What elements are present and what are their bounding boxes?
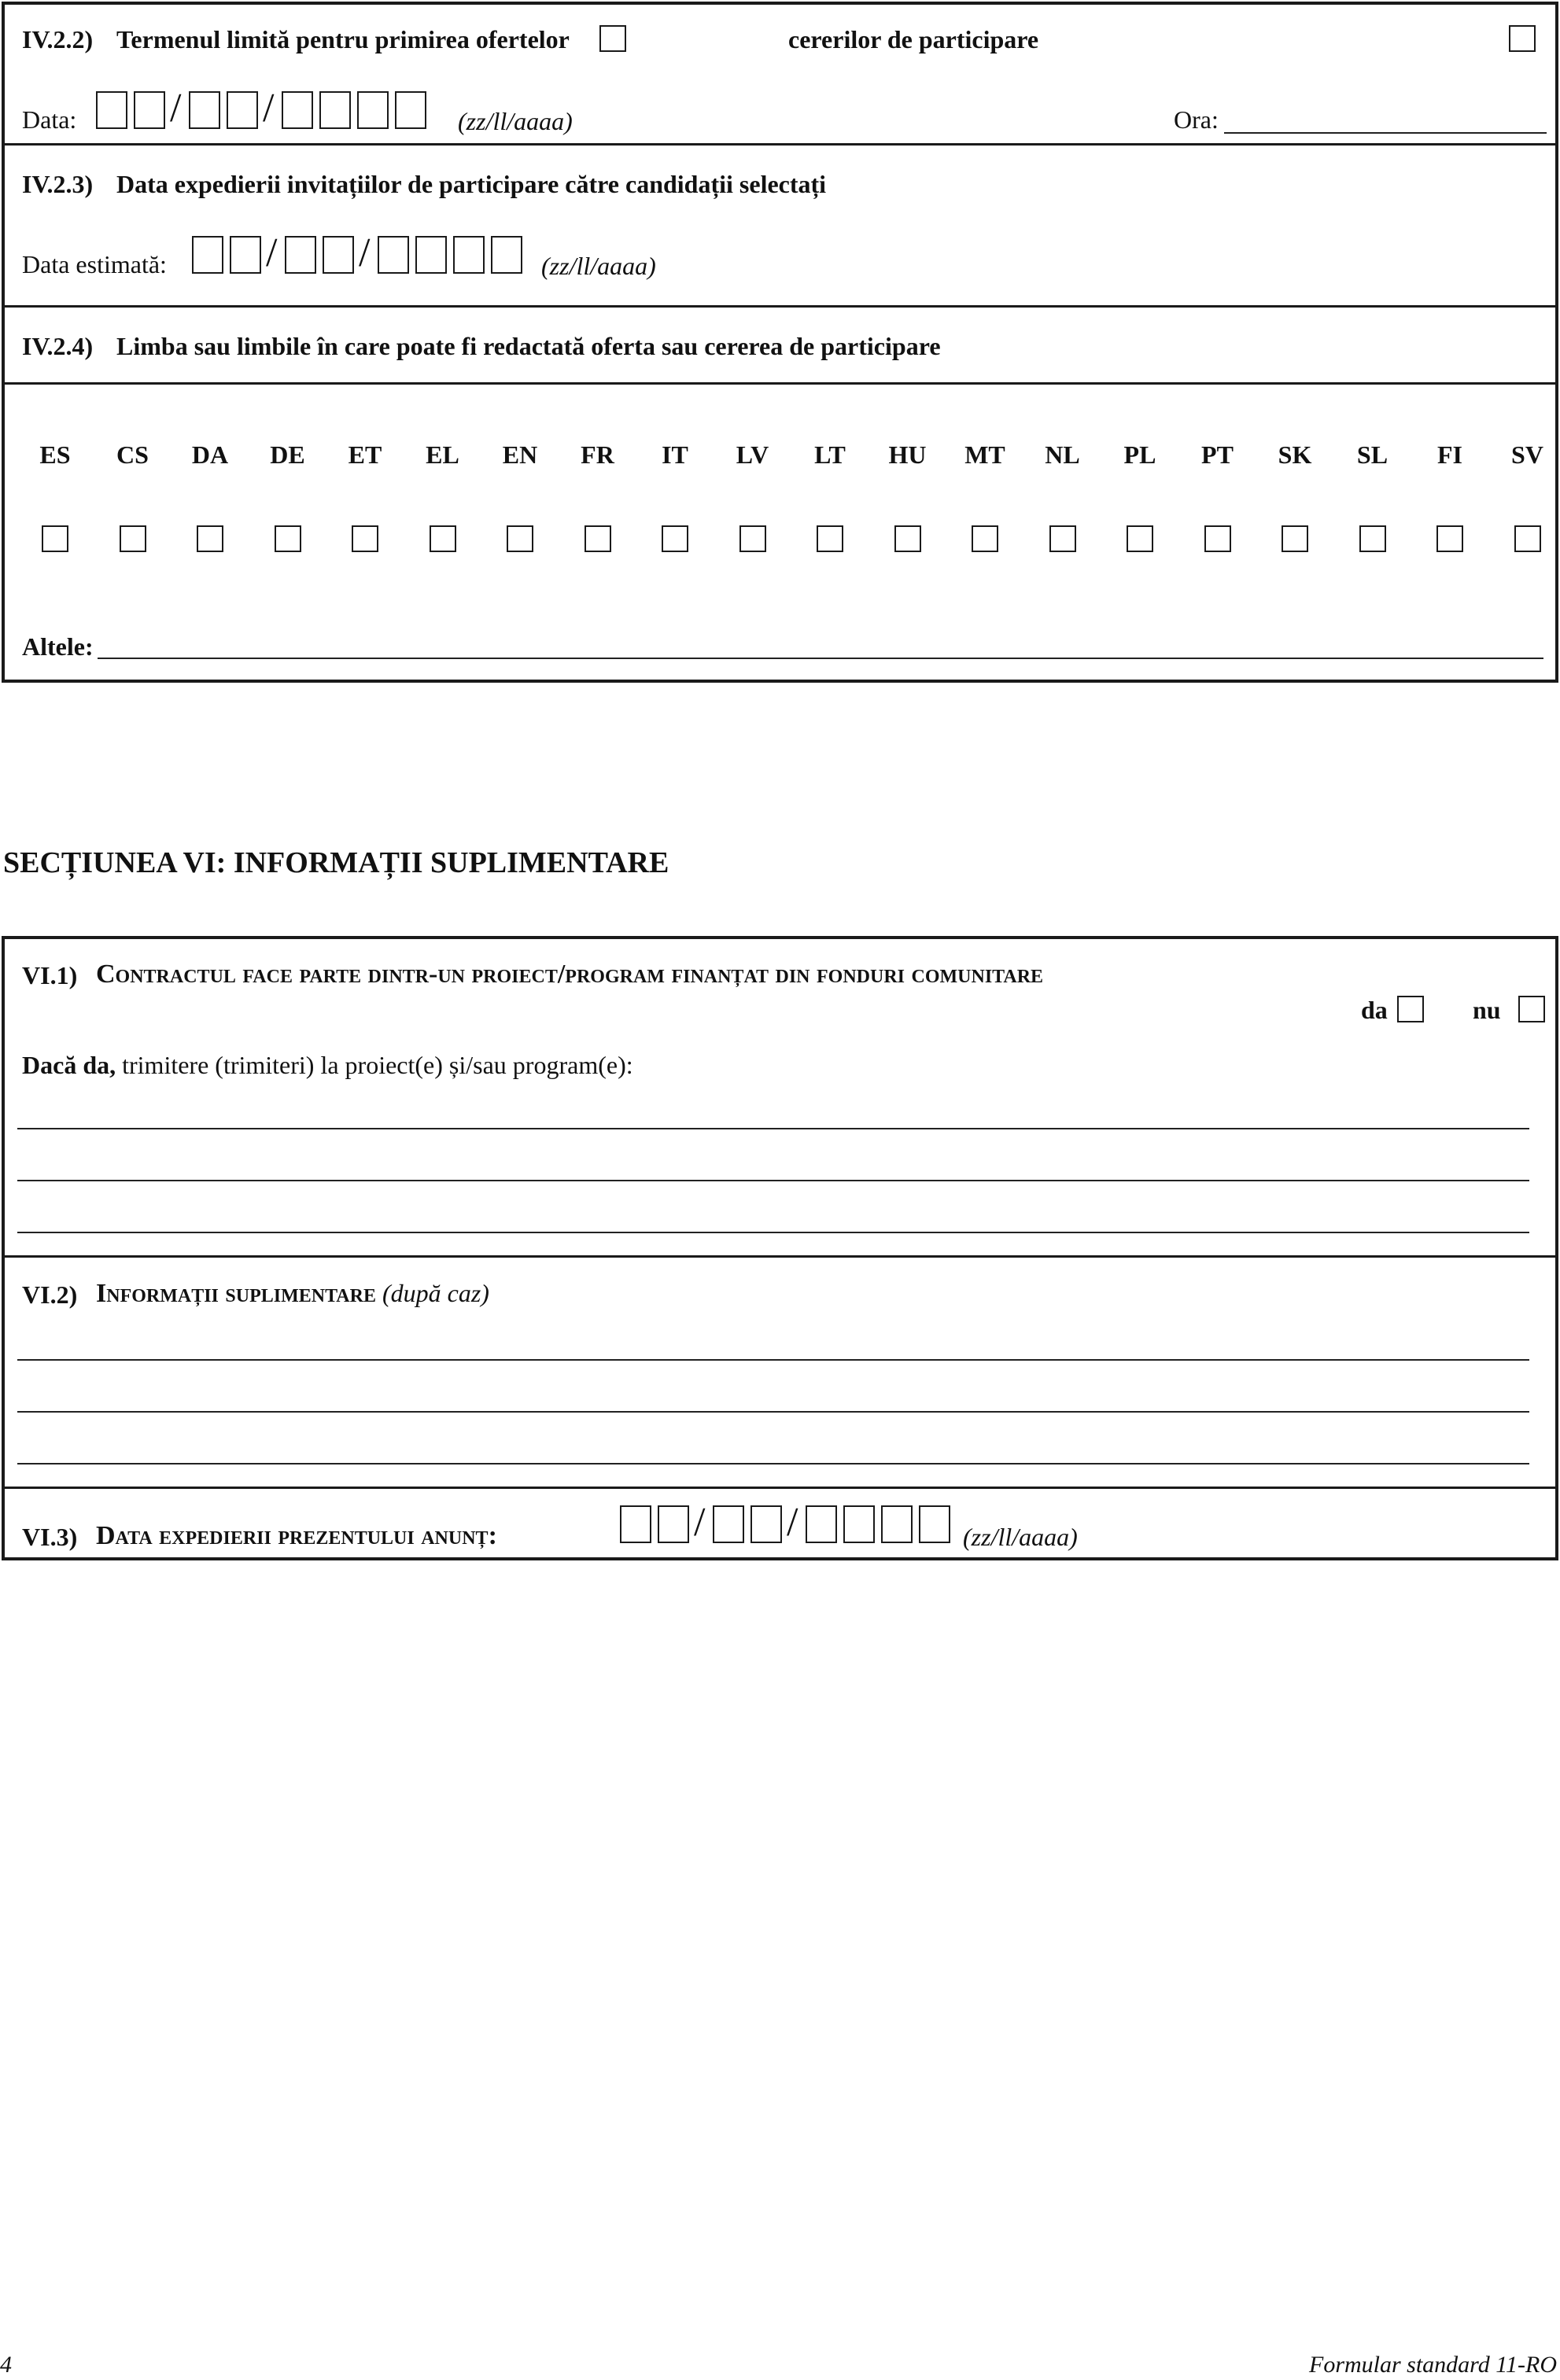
iv22-date-format: (zz/ll/aaaa) (458, 107, 573, 135)
vi1-reference-line-3[interactable] (17, 1232, 1529, 1233)
language-checkbox-lt[interactable] (817, 525, 843, 552)
date-separator: / (787, 1500, 798, 1545)
vi3-month-digit-2[interactable] (750, 1505, 782, 1543)
language-label-hu: HU (888, 440, 927, 469)
vi1-if-yes-text: trimitere (trimiteri) la proiect(e) și/sau program(e): (122, 1051, 633, 1079)
language-label-pt: PT (1201, 440, 1234, 469)
language-checkbox-de[interactable] (275, 525, 301, 552)
vi2-info-line-3[interactable] (17, 1463, 1529, 1464)
iv22-offers-checkbox[interactable] (599, 25, 626, 52)
iv22-year-digit-2[interactable] (319, 91, 351, 129)
iv22-title: Termenul limită pentru primirea ofertelor (116, 25, 570, 53)
divider (2, 143, 1558, 146)
language-label-sk: SK (1278, 440, 1312, 469)
iv22-month-digit-1[interactable] (189, 91, 220, 129)
language-checkbox-lv[interactable] (739, 525, 766, 552)
page-number: 4 (0, 2352, 12, 2378)
iv22-time-field[interactable] (1224, 132, 1547, 134)
divider (2, 1255, 1558, 1258)
vi1-reference-line-1[interactable] (17, 1128, 1529, 1129)
iv23-day-digit-2[interactable] (230, 236, 261, 274)
iv23-year-digit-1[interactable] (378, 236, 409, 274)
language-checkbox-fr[interactable] (585, 525, 611, 552)
language-checkbox-cs[interactable] (120, 525, 146, 552)
iv23-number: IV.2.3) (22, 170, 94, 198)
iv24-number: IV.2.4) (22, 332, 94, 360)
iv22-year-digit-1[interactable] (282, 91, 313, 129)
iv23-year-digit-2[interactable] (415, 236, 447, 274)
language-label-de: DE (270, 440, 305, 469)
section-vi-frame (2, 936, 1558, 1560)
language-checkbox-nl[interactable] (1049, 525, 1076, 552)
iv23-title: Data expedierii invitațiilor de participare către candidații selectați (116, 170, 827, 198)
language-label-nl: NL (1045, 440, 1080, 469)
language-checkbox-hu[interactable] (894, 525, 921, 552)
language-label-en: EN (502, 440, 538, 469)
iv22-number: IV.2.2) (22, 25, 94, 53)
language-checkbox-fi[interactable] (1436, 525, 1463, 552)
language-checkbox-es[interactable] (42, 525, 68, 552)
vi3-day-digit-1[interactable] (620, 1505, 651, 1543)
language-checkbox-pl[interactable] (1127, 525, 1153, 552)
section-vi-heading: SECȚIUNEA VI: INFORMAȚII SUPLIMENTARE (3, 846, 669, 879)
language-label-et: ET (348, 440, 382, 469)
iv23-day-digit-1[interactable] (192, 236, 223, 274)
date-separator: / (266, 230, 278, 275)
iv22-day-digit-1[interactable] (96, 91, 127, 129)
vi3-date-format: (zz/ll/aaaa) (963, 1523, 1078, 1551)
language-checkbox-pt[interactable] (1204, 525, 1231, 552)
vi2-heading (96, 1280, 489, 1307)
iv22-time-label: Ora: (1174, 105, 1219, 134)
iv22-requests-checkbox[interactable] (1509, 25, 1536, 52)
iv23-year-digit-3[interactable] (453, 236, 485, 274)
language-label-pl: PL (1123, 440, 1156, 469)
iv24-title: Limba sau limbile în care poate fi redactată oferta sau cererea de participare (116, 332, 941, 360)
vi1-number: VI.1) (22, 961, 78, 989)
language-label-cs: CS (116, 440, 149, 469)
language-label-it: IT (662, 440, 688, 469)
language-label-da: DA (191, 440, 229, 469)
language-checkbox-it[interactable] (662, 525, 688, 552)
language-label-es: ES (39, 440, 71, 469)
language-label-fi: FI (1437, 440, 1462, 469)
iv24-other-label: Altele: (22, 632, 94, 661)
language-label-el: EL (426, 440, 459, 469)
language-checkbox-mt[interactable] (972, 525, 998, 552)
divider (2, 305, 1558, 308)
iv22-date-label: Data: (22, 105, 77, 134)
language-label-sv: SV (1511, 440, 1543, 469)
form-name: Formular standard 11-RO (1309, 2352, 1557, 2378)
vi1-no-label: nu (1473, 996, 1501, 1024)
language-checkbox-sl[interactable] (1359, 525, 1386, 552)
iv23-month-digit-1[interactable] (285, 236, 316, 274)
iv23-year-digit-4[interactable] (491, 236, 522, 274)
language-label-lt: LT (814, 440, 846, 469)
language-checkbox-sv[interactable] (1514, 525, 1541, 552)
iv22-year-digit-4[interactable] (395, 91, 426, 129)
vi1-yes-label: da (1361, 996, 1388, 1024)
iv22-day-digit-2[interactable] (134, 91, 165, 129)
vi3-year-digit-2[interactable] (843, 1505, 875, 1543)
vi3-month-digit-1[interactable] (713, 1505, 744, 1543)
date-separator: / (170, 86, 182, 131)
iv22-alt-title: cererilor de participare (788, 25, 1039, 53)
iv22-year-digit-3[interactable] (357, 91, 389, 129)
language-label-sl: SL (1356, 440, 1389, 469)
language-checkbox-sk[interactable] (1282, 525, 1308, 552)
date-separator: / (694, 1500, 706, 1545)
vi1-no-checkbox[interactable] (1518, 996, 1545, 1022)
vi1-if-yes-bold: Dacă da, (22, 1051, 116, 1079)
language-checkbox-en[interactable] (507, 525, 533, 552)
vi3-title: Data expedierii prezentului anunț: (96, 1521, 497, 1550)
language-label-fr: FR (581, 440, 614, 469)
vi1-yes-checkbox[interactable] (1397, 996, 1424, 1022)
vi2-info-line-1[interactable] (17, 1359, 1529, 1361)
vi2-note: (după caz) (382, 1279, 489, 1307)
vi3-year-digit-3[interactable] (881, 1505, 913, 1543)
language-checkbox-el[interactable] (430, 525, 456, 552)
date-separator: / (359, 230, 371, 275)
vi1-title: Contractul face parte dintr-un proiect/program finanțat din fonduri comunitare (96, 960, 1044, 989)
language-checkbox-da[interactable] (197, 525, 223, 552)
divider (2, 1487, 1558, 1489)
vi3-year-digit-4[interactable] (919, 1505, 950, 1543)
iv23-date-label: Data estimată: (22, 250, 167, 278)
date-separator: / (263, 86, 275, 131)
vi2-title: Informații suplimentare (96, 1279, 376, 1308)
language-label-lv: LV (736, 440, 769, 469)
divider (2, 382, 1558, 385)
vi3-year-digit-1[interactable] (806, 1505, 837, 1543)
vi1-reference-line-2[interactable] (17, 1180, 1529, 1181)
vi2-info-line-2[interactable] (17, 1411, 1529, 1413)
language-label-mt: MT (964, 440, 1005, 469)
vi1-if-yes (22, 1052, 633, 1078)
language-checkbox-et[interactable] (352, 525, 378, 552)
iv24-other-field[interactable] (98, 658, 1543, 659)
vi3-day-digit-2[interactable] (658, 1505, 689, 1543)
iv23-month-digit-2[interactable] (323, 236, 354, 274)
vi2-number: VI.2) (22, 1280, 78, 1309)
vi3-number: VI.3) (22, 1523, 78, 1551)
iv23-date-format: (zz/ll/aaaa) (541, 252, 656, 280)
iv22-month-digit-2[interactable] (227, 91, 258, 129)
